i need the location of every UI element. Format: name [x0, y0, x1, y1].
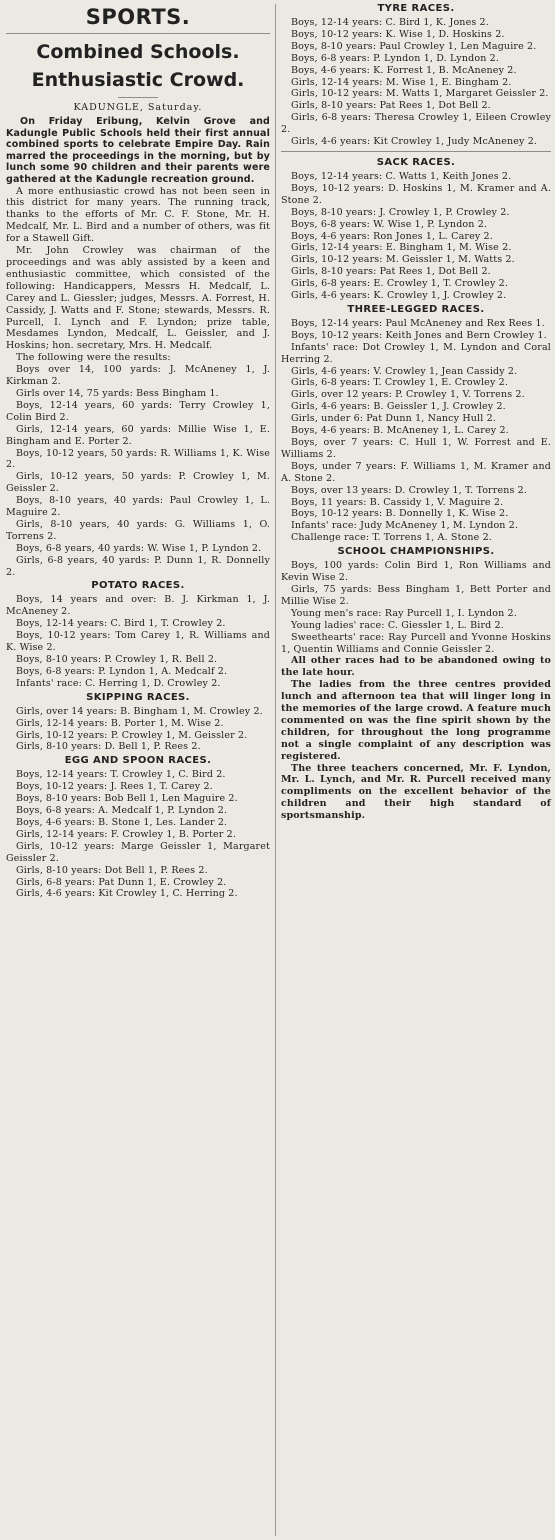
result-line: Boys, over 7 years: C. Hull 1, W. Forrest and E. Williams 2.	[281, 437, 551, 460]
result-line: Girls, 10-12 years: Marge Geissler 1, Margaret Geissler 2.	[6, 840, 270, 864]
result-line: Girls, 12-14 years, 60 yards: Millie Wise 1, E. Bingham and E. Porter 2.	[6, 423, 270, 447]
result-line: Girls, under 6: Pat Dunn 1, Nancy Hull 2.	[291, 413, 496, 425]
result-line: Girls, 12-14 years: M. Wise 1, E. Bingham 2.	[291, 76, 512, 88]
result-line: Girls, 4-6 years: B. Geissler 1, J. Crowley 2.	[291, 401, 506, 413]
result-line: Boys, 8-10 years: J. Crowley 1, P. Crowley 2.	[291, 206, 510, 218]
result-line: Boys, 10-12 years: K. Wise 1, D. Hoskins 2.	[291, 28, 505, 40]
result-line: Girls, 8-10 years, 40 yards: G. Williams 1, O. Torrens 2.	[6, 518, 270, 542]
result-line: Girls, 8-10 years: D. Bell 1, P. Rees 2.	[16, 741, 201, 753]
right-column	[281, 0, 551, 822]
abandoned-note: All other races had to be abandoned owing to the late hour.	[281, 655, 551, 679]
result-line: Boys, 4-6 years: B. McAneney 1, L. Carey 2.	[291, 425, 509, 437]
result-line: Girls, 10-12 years: M. Geissler 1, M. Watts 2.	[291, 254, 515, 266]
result-line: Girls, 4-6 years: Kit Crowley 1, Judy McAneney 2.	[291, 136, 538, 148]
result-line: Girls, 6-8 years, 40 yards: P. Dunn 1, R. Donnelly 2.	[6, 554, 270, 578]
result-line: Boys, 10-12 years: D. Hoskins 1, M. Kramer and A. Stone 2.	[281, 182, 551, 206]
result-line: Young ladies' race: C. Giessler 1, L. Bird 2.	[291, 619, 504, 631]
result-line: Boys, over 13 years: D. Crowley 1, T. Torrens 2.	[291, 484, 528, 496]
section-heading-three-legged: THREE-LEGGED RACES.	[347, 303, 485, 315]
result-line: Boys, 8-10 years, 40 yards: Paul Crowley 1, L. Maguire 2.	[6, 495, 270, 519]
lead-paragraph: On Friday Eribung, Kelvin Grove and Kadungle Public Schools held their first annual combined sports to celebrate Empire Day. Rain marred the proceedings in the morning, but by lunch some 90 children and their parents were gathered at the Kadungle recreation ground.	[6, 116, 270, 185]
section-heading-tyre: TYRE RACES.	[377, 3, 455, 14]
result-line: Infants' race: Judy McAneney 1, M. Lyndon 2.	[291, 520, 519, 532]
headline-title: SPORTS.	[85, 5, 191, 29]
headline-rule-2	[118, 97, 158, 98]
headline-rule	[6, 33, 270, 34]
result-line: Boys, 14 years and over: B. J. Kirkman 1, J. McAneney 2.	[6, 594, 270, 618]
section-heading-skipping: SKIPPING RACES.	[86, 691, 190, 703]
result-line: Boys, 6-8 years: P. Lyndon 1, D. Lyndon 2.	[291, 52, 499, 64]
result-line: Girls, 6-8 years: Pat Dunn 1, E. Crowley 2.	[16, 876, 227, 888]
result-line: Boys, 4-6 years: K. Forrest 1, B. McAneney 2.	[291, 64, 517, 76]
result-line: Boys, 11 years: B. Cassidy 1, V. Maguire 2.	[291, 496, 504, 508]
result-line: Infants' race: Dot Crowley 1, M. Lyndon and Coral Herring 2.	[281, 341, 551, 365]
result-line: Boys, 12-14 years: C. Watts 1, Keith Jones 2.	[291, 170, 512, 182]
result-line: Young men's race: Ray Purcell 1, I. Lyndon 2.	[291, 607, 517, 619]
section-heading-egg-spoon: EGG AND SPOON RACES.	[64, 755, 212, 767]
headline-sub-1: Combined Schools.	[36, 41, 240, 63]
result-line: Girls, 12-14 years: E. Bingham 1, M. Wise 2.	[291, 242, 512, 254]
column-divider	[275, 4, 276, 1536]
result-line: Girls, 75 yards: Bess Bingham 1, Bett Porter and Millie Wise 2.	[281, 583, 551, 607]
result-line: Boys, 10-12 years: Tom Carey 1, R. Williams and K. Wise 2.	[6, 630, 270, 654]
result-line: Girls, 6-8 years: E. Crowley 1, T. Crowley 2.	[291, 278, 508, 290]
result-line: Boys, 6-8 years, 40 yards: W. Wise 1, P. Lyndon 2.	[16, 542, 262, 554]
result-line: Boys, 12-14 years, 60 yards: Terry Crowley 1, Colin Bird 2.	[6, 399, 270, 423]
result-line: Girls, 10-12 years: P. Crowley 1, M. Geissler 2.	[16, 729, 248, 741]
result-line: Boys, 10-12 years: Keith Jones and Bern Crowley 1.	[291, 329, 547, 341]
result-line: Girls, over 12 years: P. Crowley 1, V. Torrens 2.	[291, 389, 525, 401]
result-line: Boys, 12-14 years: Paul McAneney and Rex Rees 1.	[291, 317, 545, 329]
body-paragraph: A more enthusiastic crowd has not been seen in this district for many years. The running track, thanks to the efforts of Mr. C. F. Stone, Mr. H. Medcalf, Mr. L. Bird and a number of others, was fit for a Stawell Gift.	[6, 185, 270, 245]
result-line: Boys, 10-12 years: B. Donnelly 1, K. Wise 2.	[291, 508, 509, 520]
section-heading-school-championships: SCHOOL CHAMPIONSHIPS.	[337, 546, 495, 558]
closing-teachers-paragraph: The three teachers concerned, Mr. F. Lyndon, Mr. L. Lynch, and Mr. R. Purcell received many compliments on the excellent behavior of the children and their high standard of sportsmanship.	[281, 762, 551, 822]
result-line: Girls, 4-6 years: V. Crowley 1, Jean Cassidy 2.	[291, 365, 518, 377]
closing-ladies-paragraph: The ladies from the three centres provided lunch and afternoon tea that will linger long in the memories of the large crowd. A feature much commented on was the fine spirit shown by the children, for throughout the long programme not a single complaint of any description was registered.	[281, 679, 551, 762]
result-line: Boys, 6-8 years: P. Lyndon 1, A. Medcalf 2.	[16, 665, 228, 677]
body-paragraph: Mr. John Crowley was chairman of the proceedings and was ably assisted by a keen and enthusiastic committee, which consisted of the following: Handicappers, Messrs H. Medcalf, L. Carey and L. Giessler; judges, Messrs. A. Forrest, H. Cassidy, J. Watts and F. Stone; stewards, Messrs. R. Purcell, I. Lynch and F. Lyndon; prize table, Mesdames Lyndon, Medcalf, L. Geissler, and J. Hoskins; hon. secretary, Mrs. H. Medcalf.	[6, 245, 270, 352]
result-line: Infants' race: C. Herring 1, D. Crowley 2.	[16, 677, 221, 689]
section-heading-sack: SACK RACES.	[376, 156, 456, 168]
result-line: Boys, 12-14 years: C. Bird 1, T. Crowley 2.	[16, 618, 226, 630]
result-line: Girls, 12-14 years: F. Crowley 1, B. Porter 2.	[16, 828, 237, 840]
result-line: Boys, 4-6 years: B. Stone 1, Les. Lander 2.	[16, 816, 228, 828]
result-line: Girls, 6-8 years: Theresa Crowley 1, Eileen Crowley 2.	[281, 112, 551, 136]
left-column	[6, 0, 270, 900]
body-paragraph: The following were the results:	[16, 352, 171, 364]
section-rule	[281, 151, 551, 152]
result-line: Boys, 6-8 years: W. Wise 1, P. Lyndon 2.	[291, 218, 488, 230]
result-line: Girls, 4-6 years: Kit Crowley 1, C. Herring 2.	[16, 888, 238, 900]
result-line: Boys, 4-6 years: Ron Jones 1, L. Carey 2.	[291, 230, 493, 242]
result-line: Boys, 10-12 years: J. Rees 1, T. Carey 2.	[16, 781, 213, 793]
result-line: Sweethearts' race: Ray Purcell and Yvonne Hoskins 1, Quentin Williams and Connie Geissler 2.	[281, 631, 551, 655]
result-line: Boys over 14, 100 yards: J. McAneney 1, J. Kirkman 2.	[6, 364, 270, 388]
headline-sub-2: Enthusiastic Crowd.	[31, 69, 245, 91]
result-line: Girls, 12-14 years: B. Porter 1, M. Wise 2.	[16, 717, 224, 729]
result-line: Boys, 12-14 years: T. Crowley 1, C. Bird 2.	[16, 769, 226, 781]
result-line: Girls, 10-12 years, 50 yards: P. Crowley 1, M. Geissler 2.	[6, 471, 270, 495]
result-line: Challenge race: T. Torrens 1, A. Stone 2.	[291, 532, 492, 544]
result-line: Girls, over 14 years: B. Bingham 1, M. Crowley 2.	[16, 705, 263, 717]
result-line: Girls, 8-10 years: Pat Rees 1, Dot Bell 2.	[291, 100, 491, 112]
result-line: Girls over 14, 75 yards: Bess Bingham 1.	[16, 387, 219, 399]
result-line: Boys, 100 yards: Colin Bird 1, Ron Williams and Kevin Wise 2.	[281, 560, 551, 584]
section-heading-potato: POTATO RACES.	[91, 580, 185, 592]
result-line: Girls, 10-12 years: M. Watts 1, Margaret Geissler 2.	[291, 88, 549, 100]
result-line: Boys, 12-14 years: C. Bird 1, K. Jones 2.	[291, 17, 489, 28]
result-line: Boys, 8-10 years: Bob Bell 1, Len Maguire 2.	[16, 793, 238, 805]
result-line: Girls, 8-10 years: Dot Bell 1, P. Rees 2.	[16, 864, 208, 876]
result-line: Boys, 10-12 years, 50 yards: R. Williams 1, K. Wise 2.	[6, 447, 270, 471]
dateline: KADUNGLE, Saturday.	[73, 102, 203, 113]
result-line: Boys, under 7 years: F. Williams 1, M. Kramer and A. Stone 2.	[281, 460, 551, 484]
result-line: Girls, 6-8 years: T. Crowley 1, E. Crowley 2.	[291, 377, 508, 389]
result-line: Girls, 8-10 years: Pat Rees 1, Dot Bell 2.	[291, 266, 491, 278]
result-line: Boys, 6-8 years: A. Medcalf 1, P. Lyndon 2.	[16, 805, 228, 817]
result-line: Boys, 8-10 years: Paul Crowley 1, Len Maguire 2.	[291, 40, 537, 52]
result-line: Boys, 8-10 years: P. Crowley 1, R. Bell 2.	[16, 654, 218, 665]
result-line: Girls, 4-6 years: K. Crowley 1, J. Crowley 2.	[291, 290, 507, 302]
